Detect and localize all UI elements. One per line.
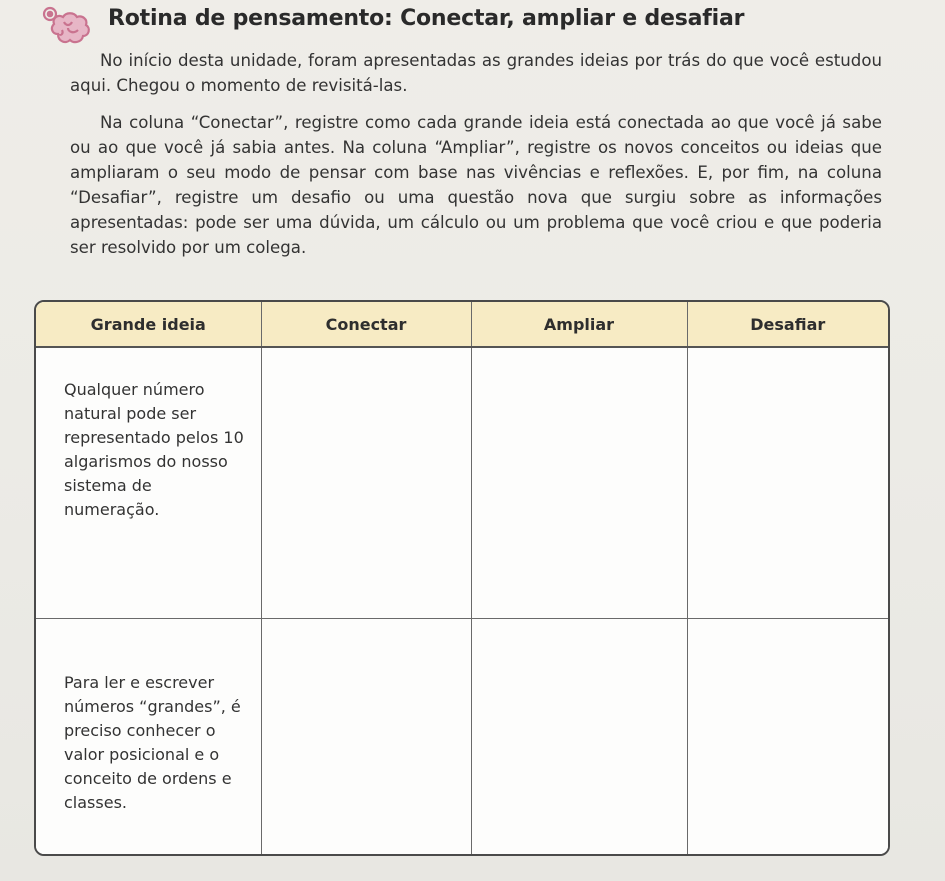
desafiar-cell[interactable] bbox=[687, 619, 888, 857]
page-title: Rotina de pensamento: Conectar, ampliar e desafiar bbox=[108, 6, 745, 31]
ampliar-cell[interactable] bbox=[471, 347, 687, 619]
table-row bbox=[36, 347, 888, 619]
table-row bbox=[36, 619, 888, 857]
header-desafiar: Desafiar bbox=[687, 302, 888, 347]
idea-cell: Para ler e escrever números “grandes”, é preciso conhecer o valor posicional e o conceito de ordens e classes. bbox=[36, 619, 261, 857]
conectar-cell[interactable] bbox=[261, 347, 471, 619]
table-header-row bbox=[36, 302, 888, 347]
idea-cell: Qualquer número natural pode ser representado pelos 10 algarismos do nosso sistema de numeração. bbox=[36, 347, 261, 619]
brain-gears-icon bbox=[36, 4, 96, 48]
ampliar-cell[interactable] bbox=[471, 619, 687, 857]
header-grande-ideia: Grande ideia bbox=[36, 302, 261, 347]
conectar-cell[interactable] bbox=[261, 619, 471, 857]
header-ampliar: Ampliar bbox=[471, 302, 687, 347]
intro-paragraph: No início desta unidade, foram apresentadas as grandes ideias por trás do que você estudou aqui. Chegou o momento de revisitá-las. bbox=[70, 51, 882, 95]
desafiar-cell[interactable] bbox=[687, 347, 888, 619]
thinking-routine-table bbox=[34, 300, 890, 856]
header-conectar: Conectar bbox=[261, 302, 471, 347]
instructions-paragraph: Na coluna “Conectar”, registre como cada grande ideia está conectada ao que você já sabe ou ao que você já sabia antes. Na coluna “Ampliar”, registre os novos conceitos ou ideias que ampliaram o seu modo de pensar com base nas vivências e reflexões. E, por fim, na coluna “Desafiar”, registre um desafio ou uma questão nova que surgiu sobre as informações apresentadas: pode ser uma dúvida, um cálculo ou um problema que você criou e que poderia ser resolvido por um colega. bbox=[70, 113, 882, 257]
